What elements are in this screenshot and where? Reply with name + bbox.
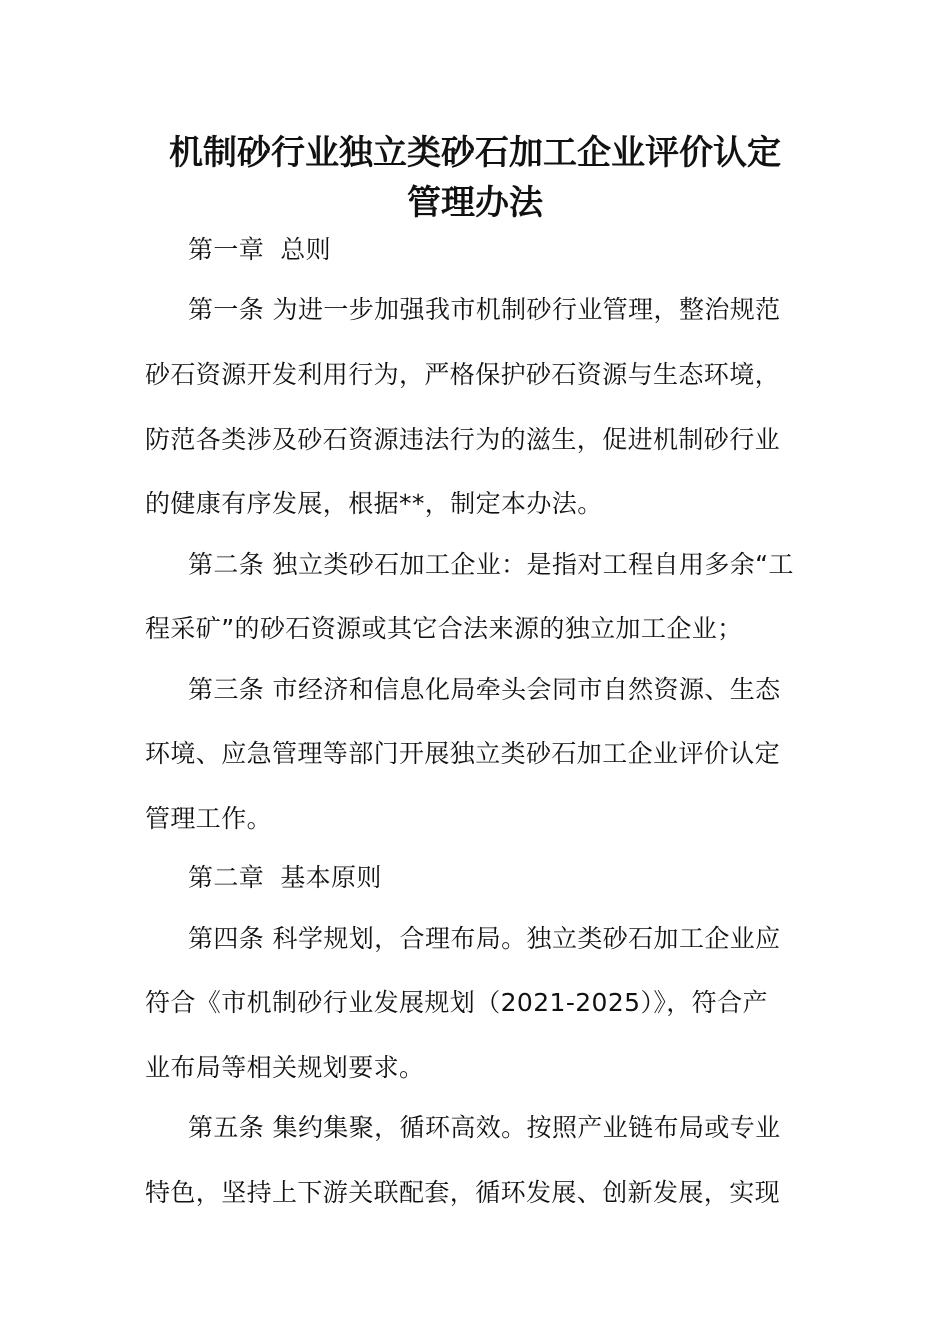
chapter-label: 第二章 <box>188 863 265 892</box>
document-title-line-2: 管理办法 <box>407 183 543 223</box>
chapter-heading-2 <box>188 858 815 898</box>
article-3-line-1: 第三条 市经济和信息化局牵头会同市自然资源、生态 <box>188 675 781 704</box>
article-4-line-2: 符合《市机制砂行业发展规划（2021-2025）》，符合产 <box>145 988 768 1017</box>
document-title-line-1: 机制砂行业独立类砂石加工企业评价认定 <box>169 133 781 173</box>
article-3-line-2: 环境、应急管理等部门开展独立类砂石加工企业评价认定 <box>145 739 781 768</box>
article-1-line-2: 砂石资源开发利用行为，严格保护砂石资源与生态环境， <box>145 360 781 389</box>
article-1-line-3: 防范各类涉及砂石资源违法行为的滋生，促进机制砂行业 <box>145 425 781 454</box>
chapter-heading-1 <box>188 230 815 270</box>
chapter-label: 第一章 <box>188 235 265 264</box>
chapter-name: 总则 <box>280 235 332 264</box>
article-5-line-2: 特色，坚持上下游关联配套，循环发展、创新发展，实现 <box>145 1178 781 1207</box>
article-4-line-3: 业布局等相关规划要求。 <box>145 1053 425 1082</box>
article-2-line-2: 程采矿”的砂石资源或其它合法来源的独立加工企业； <box>145 614 743 643</box>
article-2-line-1: 第二条 独立类砂石加工企业：是指对工程自用多余“工 <box>188 550 794 579</box>
article-3-line-3: 管理工作。 <box>145 804 273 833</box>
article-5-line-1: 第五条 集约集聚，循环高效。按照产业链布局或专业 <box>188 1113 781 1142</box>
chapter-name: 基本原则 <box>280 863 382 892</box>
article-4-line-1: 第四条 科学规划，合理布局。独立类砂石加工企业应 <box>188 924 781 953</box>
article-1-line-4: 的健康有序发展，根据**，制定本办法。 <box>145 489 603 518</box>
article-1-line-1: 第一条 为进一步加强我市机制砂行业管理，整治规范 <box>188 295 781 324</box>
